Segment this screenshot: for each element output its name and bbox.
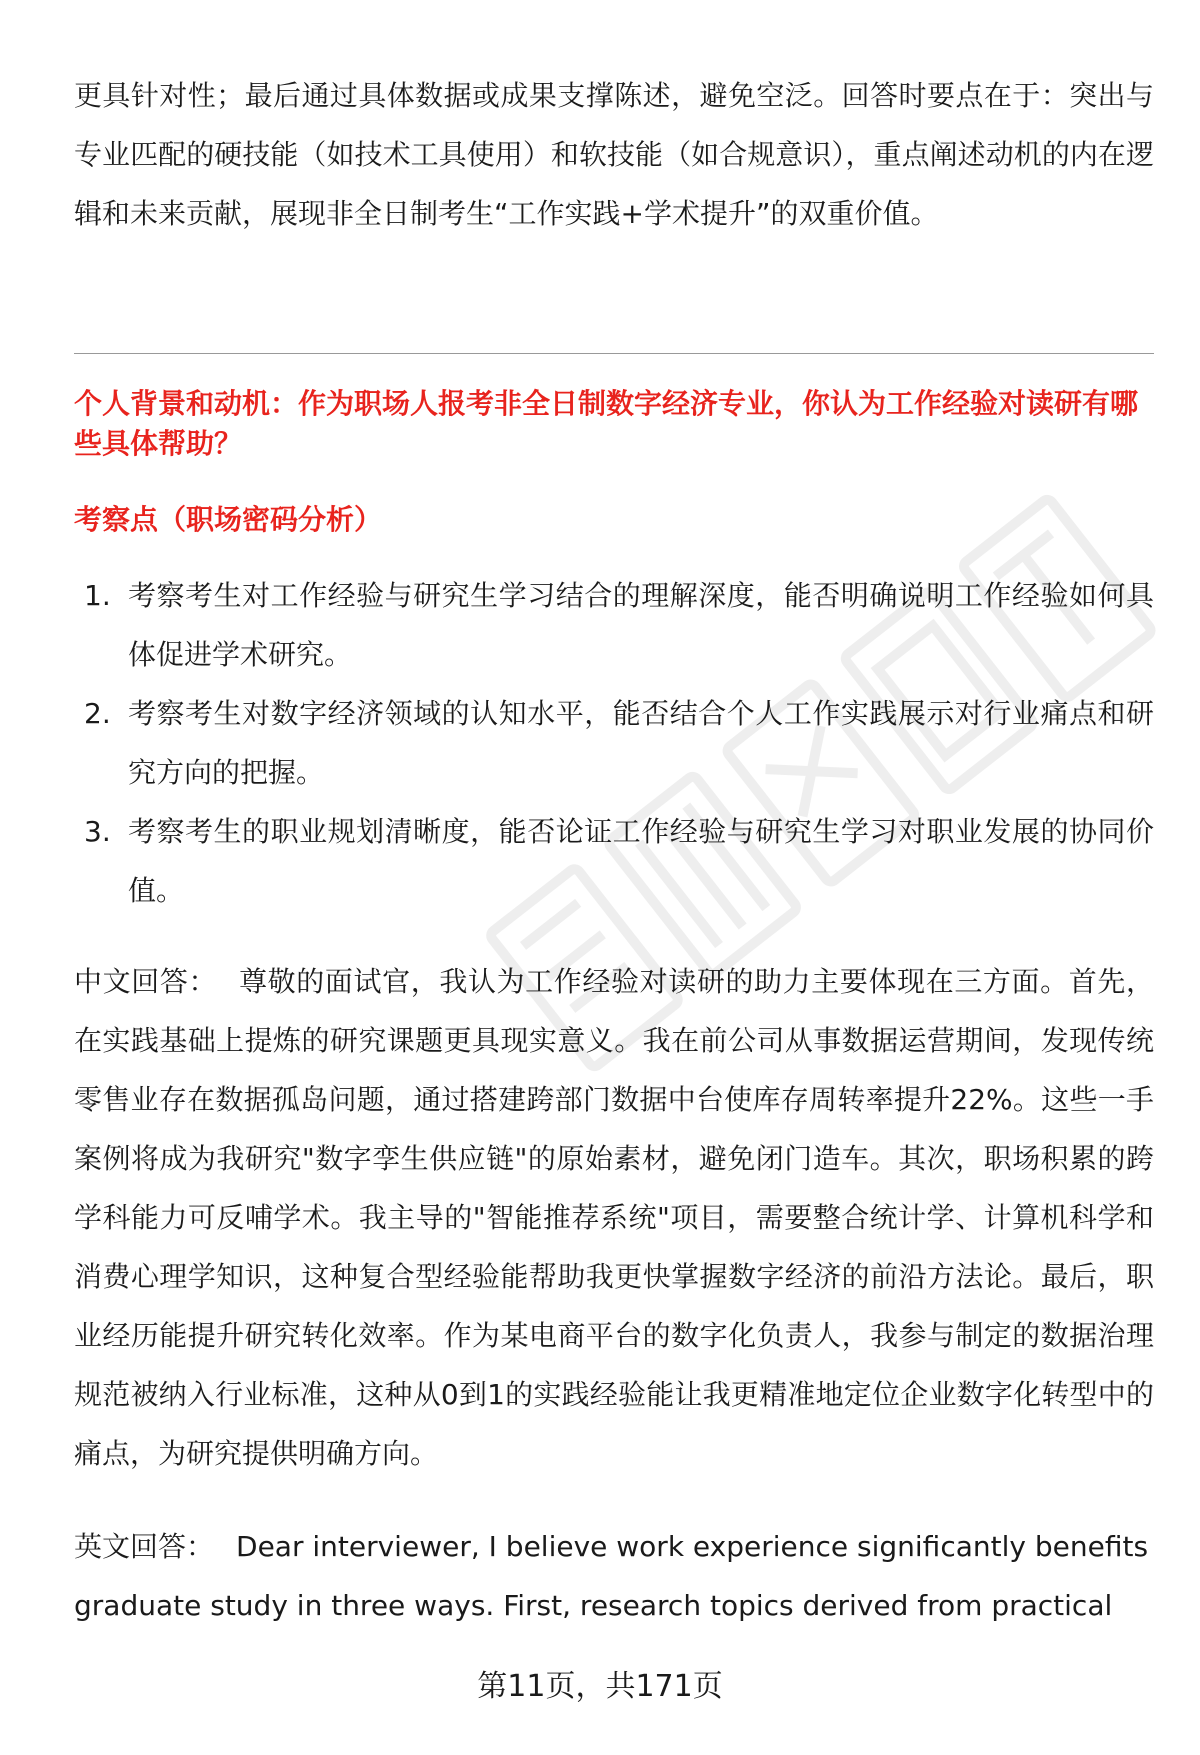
assessment-point	[74, 802, 1154, 920]
point-number: 3.	[84, 815, 111, 848]
point-number: 1.	[84, 579, 111, 612]
english-answer-label: 英文回答：	[74, 1530, 215, 1563]
english-answer-paragraph	[74, 1517, 1154, 1635]
chinese-answer-label: 中文回答：	[74, 965, 218, 998]
assessment-point	[74, 566, 1154, 684]
intro-paragraph: 更具针对性；最后通过具体数据或成果支撑陈述，避免空泛。回答时要点在于：突出与专业匹配的硬技能（如技术工具使用）和软技能（如合规意识），重点阐述动机的内在逻辑和未来贡献，展现非全日制考生“工作实践+学术提升”的双重价值。	[74, 79, 1154, 230]
section-divider	[74, 353, 1154, 354]
chinese-answer-paragraph	[74, 952, 1154, 1483]
point-text: 考察考生对数字经济领域的认知水平，能否结合个人工作实践展示对行业痛点和研究方向的把握。	[128, 697, 1154, 789]
point-number: 2.	[84, 697, 111, 730]
point-text: 考察考生对工作经验与研究生学习结合的理解深度，能否明确说明工作经验如何具体促进学术研究。	[128, 579, 1154, 671]
english-answer-text: Dear interviewer, I believe work experience significantly benefits graduate study in three ways. First, research topics derived from practical	[74, 1530, 1149, 1622]
question-heading: 个人背景和动机：作为职场人报考非全日制数字经济专业，你认为工作经验对读研有哪些具体帮助？	[74, 387, 1139, 460]
document-page	[74, 0, 1154, 1755]
page-footer: 第11页，共171页	[477, 1669, 723, 1704]
point-text: 考察考生的职业规划清晰度，能否论证工作经验与研究生学习对职业发展的协同价值。	[128, 815, 1154, 907]
assessment-point	[74, 684, 1154, 802]
chinese-answer-text: 尊敬的面试官，我认为工作经验对读研的助力主要体现在三方面。首先，在实践基础上提炼的研究课题更具现实意义。我在前公司从事数据运营期间，发现传统零售业存在数据孤岛问题，通过搭建跨部门数据中台使库存周转率提升22%。这些一手案例将成为我研究"数字孪生供应链"的原始素材，避免闭门造车。其次，职场积累的跨学科能力可反哺学术。我主导的"智能推荐系统"项目，需要整合统计学、计算机科学和消费心理学知识，这种复合型经验能帮助我更快掌握数字经济的前沿方法论。最后，职业经历能提升研究转化效率。作为某电商平台的数字化负责人，我参与制定的数据治理规范被纳入行业标准，这种从0到1的实践经验能让我更精准地定位企业数字化转型中的痛点，为研究提供明确方向。	[74, 965, 1154, 1470]
assessment-heading: 考察点（职场密码分析）	[74, 503, 383, 536]
assessment-points-list	[74, 566, 1154, 920]
